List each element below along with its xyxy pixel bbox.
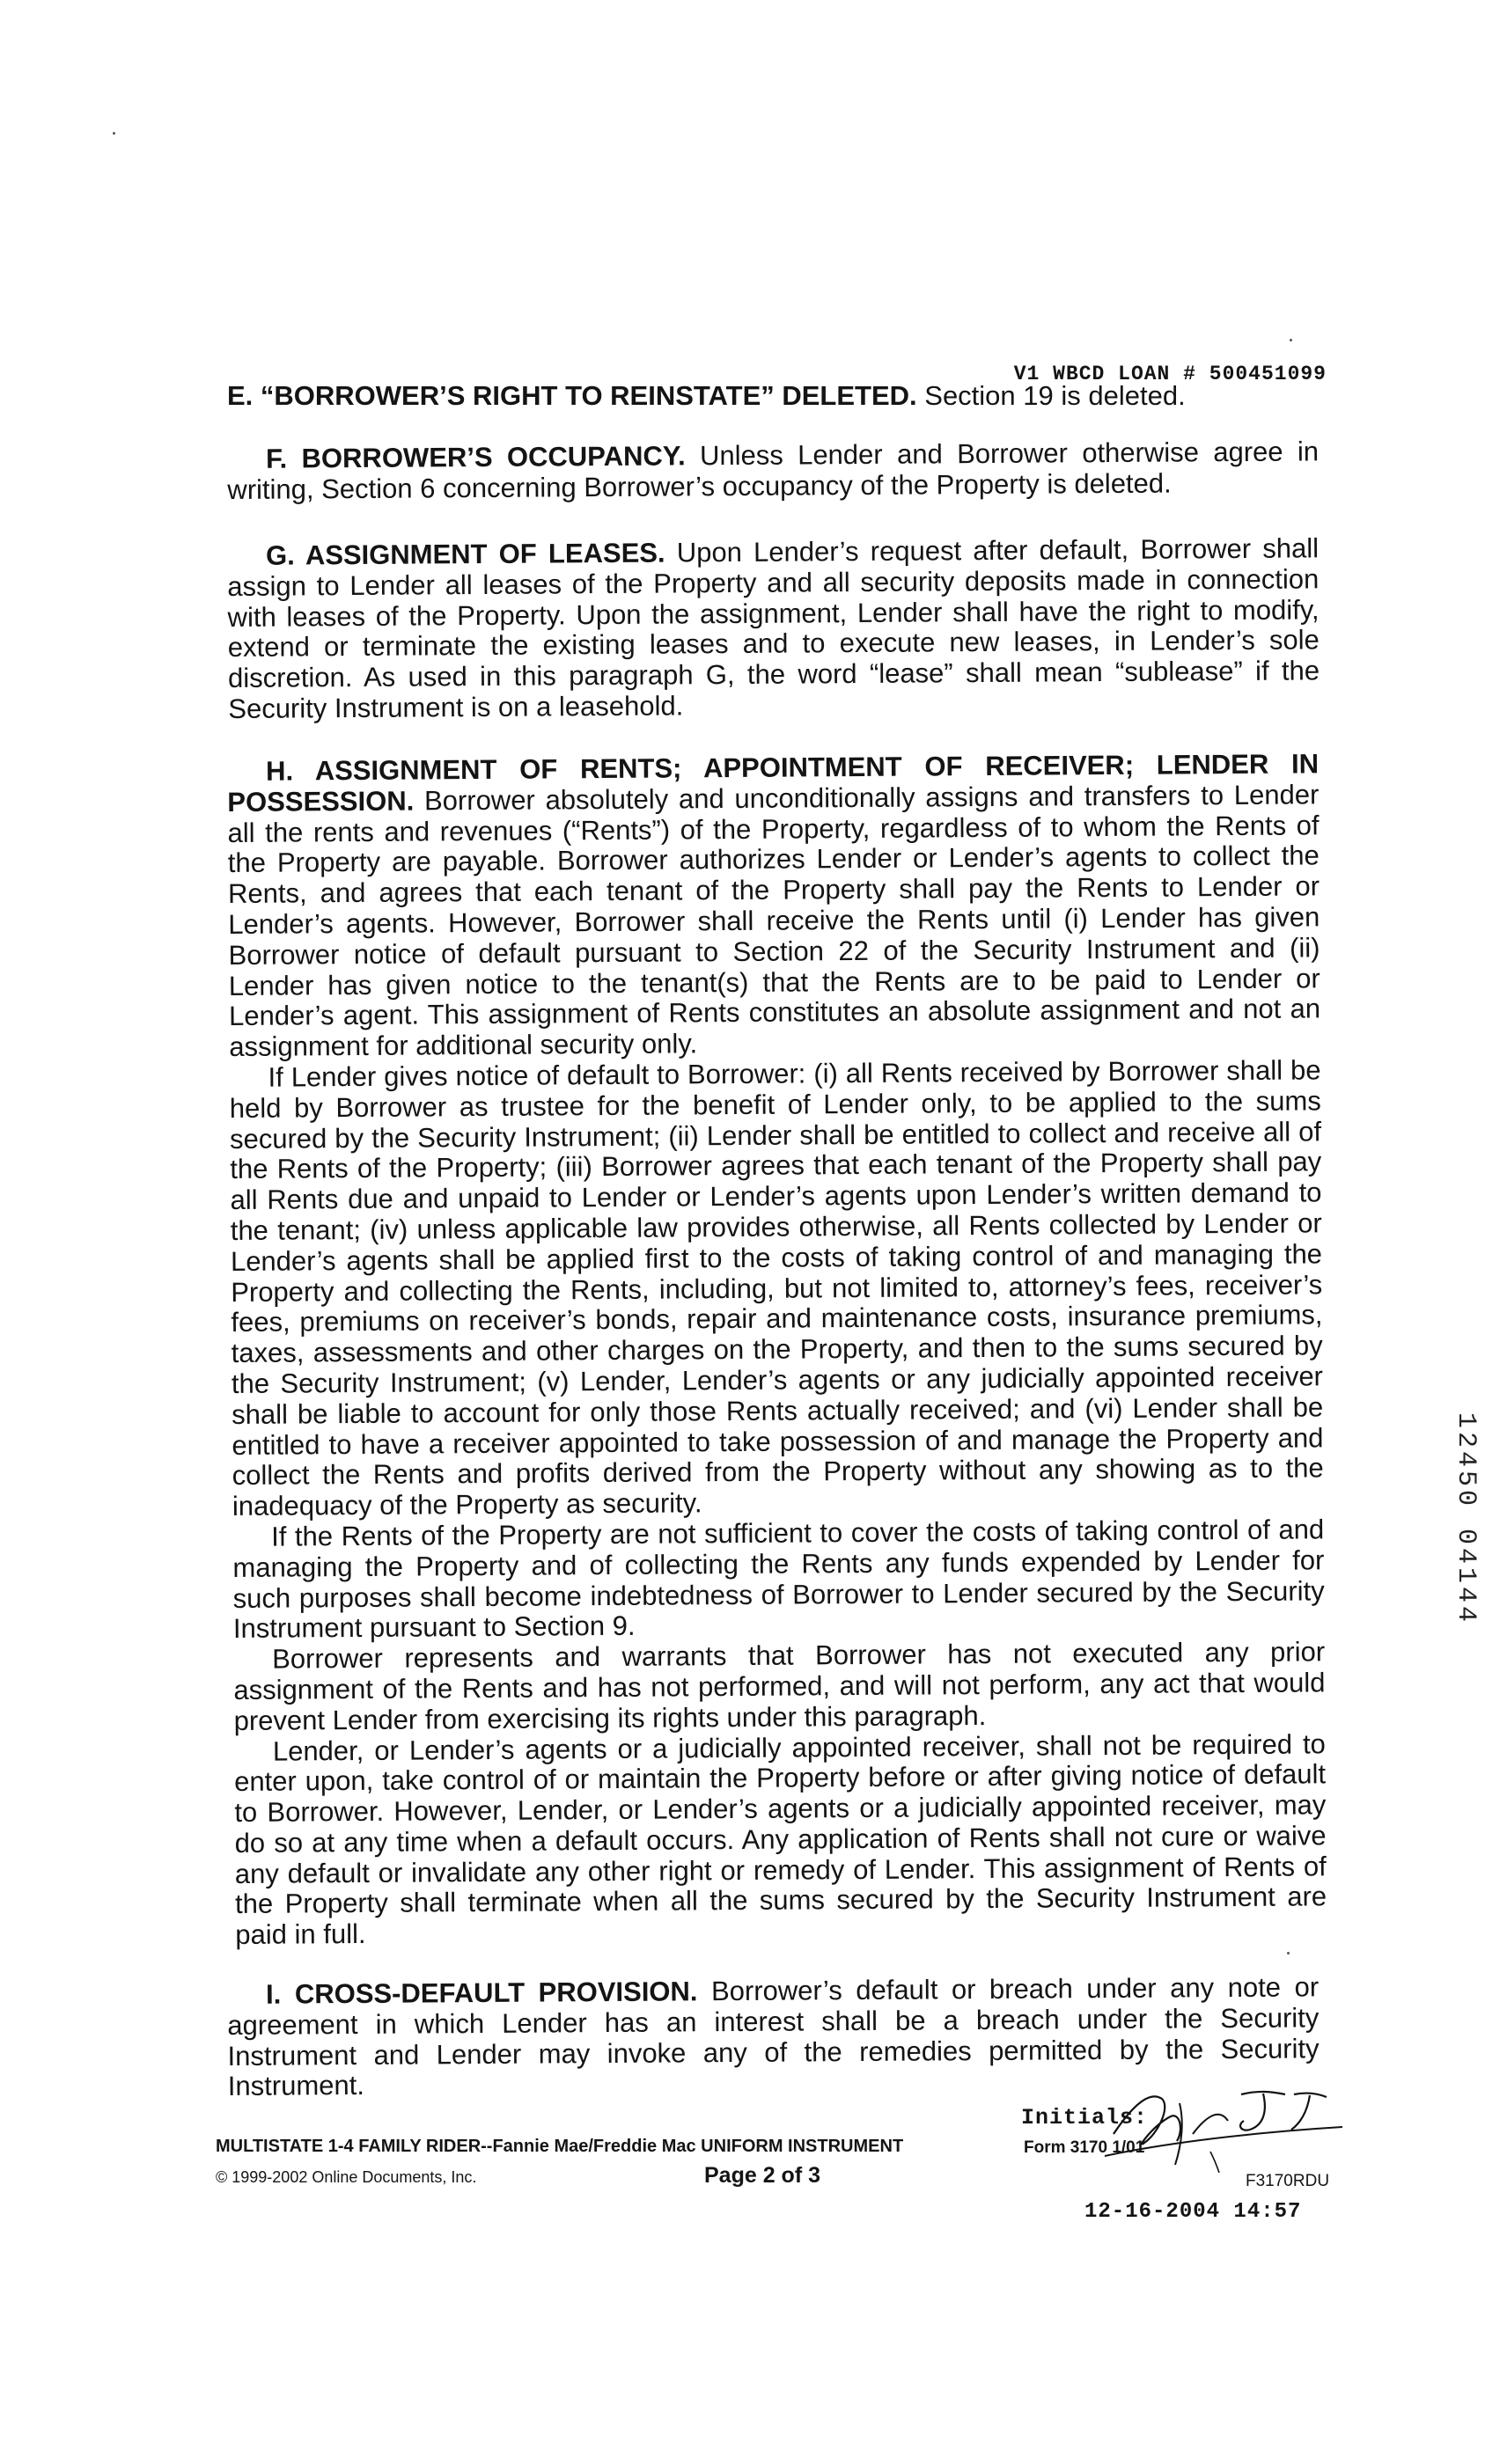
fax-timestamp: 12-16-2004 14:57 <box>1084 2200 1302 2224</box>
section-f-heading: F. BORROWER’S OCCUPANCY. <box>265 440 686 474</box>
section-h-paragraph: Lender, or Lender’s agents or a judicially appointed receiver, shall not be required to enter upon, take control of or maintain the Property before or after giving notice of default to Borrower. However, Lender, or Lender’s agents or a judicially appointed receiver, may do so at any time when a default occurs. Any application of Rents shall not cure or waive any default or invalidate any other right or remedy of Lender. This assignment of Rents of the Property shall terminate when all the sums secured by the Security Instrument are paid in full. <box>234 1727 1327 1951</box>
section-h-paragraph: Borrower represents and warrants that Borrower has not executed any prior assignment of the Rents and has not performed, and will not perform, any act that would prevent Lender from exercising its rights under this paragraph. <box>233 1636 1326 1736</box>
recording-stamp: 12450 04144 <box>1451 1412 1481 1626</box>
section-h <box>227 749 1327 1951</box>
section-i-heading: I. CROSS-DEFAULT PROVISION. <box>265 1976 698 2010</box>
footer-copyright: © 1999-2002 Online Documents, Inc. <box>216 2168 477 2186</box>
scan-speck <box>1287 1952 1290 1954</box>
form-code: F3170RDU <box>1246 2172 1330 2190</box>
initials-label: Initials: <box>1021 2105 1149 2130</box>
section-i-text: Borrower’s default or breach under any note or agreement in which Lender has an interest shall be a breach under the Security Instrument and Lender may invoke any of the remedies permitted by the Security Instrument. <box>227 1971 1320 2102</box>
section-f <box>227 436 1319 505</box>
loan-reference: V1 WBCD LOAN # 500451099 <box>1013 363 1327 385</box>
section-h-paragraph: If the Rents of the Property are not sufficient to cover the costs of taking control of and managing the Property and of collecting the Rents any funds expended by Lender for such purposes shall become indebtedness of Borrower to Lender secured by the Security Instrument pursuant to Section 9. <box>232 1514 1325 1645</box>
section-e-text: Section 19 is deleted. <box>916 380 1186 411</box>
section-h-paragraph: If Lender gives notice of default to Borrower: (i) all Rents received by Borrower shall be held by Borrower as trustee for the benefit of Lender only, to be applied to the sums secured by the Security Instrument; (ii) Lender shall be entitled to collect and receive all of the Rents of the Property; (iii) Borrower agrees that each tenant of the Property shall pay all Rents due and unpaid to Lender or Lender’s agents upon Lender’s written demand to the tenant; (iv) unless applicable law provides otherwise, all Rents collected by Lender or Lender’s agents shall be applied first to the costs of taking control of and managing the Property and collecting the Rents, including, but not limited to, attorney’s fees, receiver’s fees, premiums on receiver’s bonds, repair and maintenance costs, insurance premiums, taxes, assessments and other charges on the Property, and then to the sums secured by the Security Instrument; (v) Lender, Lender’s agents or any judicially appointed receiver shall be liable to account for only those Rents actually received; and (vi) Lender shall be entitled to have a receiver appointed to take possession of and manage the Property and collect the Rents and profits derived from the Property without any showing as to the inadequacy of the Property as security. <box>229 1054 1324 1522</box>
section-e <box>227 380 1319 412</box>
section-g <box>227 533 1320 724</box>
section-g-text: Upon Lender’s request after default, Borrower shall assign to Lender all leases of the Property and all security deposits made in connection with leases of the Property. Upon the assignment, Lender shall have the right to modify, extend or terminate the existing leases and to execute new leases, in Lender’s sole discretion. As used in this paragraph G, the word “lease” shall mean “sublease” if the Security Instrument is on a leasehold. <box>227 532 1320 724</box>
form-number: Form 3170 1/01 <box>1024 2138 1145 2157</box>
scan-speck <box>1290 339 1292 341</box>
footer-title: MULTISTATE 1-4 FAMILY RIDER--Fannie Mae/Freddie Mac UNIFORM INSTRUMENT <box>216 2137 904 2156</box>
handwritten-initials-signature <box>1096 2081 1351 2178</box>
section-h-text: Borrower absolutely and unconditionally assigns and transfers to Lender all the rents and revenues (“Rents”) of the Property, regardless of to whom the Rents of the Property are payable. Borrower authorizes Lender or Lender’s agents to collect the Rents, and agrees that each tenant of the Property shall pay the Rents to Lender or Lender’s agents. However, Borrower shall receive the Rents until (i) Lender has given Borrower notice of default pursuant to Section 22 of the Security Instrument and (ii) Lender has given notice to the tenant(s) that the Rents are to be paid to Lender or Lender’s agent. This assignment of Rents constitutes an absolute assignment and not an assignment for additional security only. <box>227 779 1321 1063</box>
page-number: Page 2 of 3 <box>704 2163 820 2188</box>
section-g-heading: G. ASSIGNMENT OF LEASES. <box>265 537 665 571</box>
section-h-heading: H. ASSIGNMENT OF RENTS; APPOINTMENT OF RECEIVER; LENDER IN POSSESSION. <box>227 748 1320 818</box>
scan-speck <box>113 132 115 135</box>
section-f-text: Unless Lender and Borrower otherwise agree in writing, Section 6 concerning Borrower’s occupancy of the Property is deleted. <box>227 436 1320 505</box>
section-e-heading: E. “BORROWER’S RIGHT TO REINSTATE” DELETED. <box>227 380 917 411</box>
